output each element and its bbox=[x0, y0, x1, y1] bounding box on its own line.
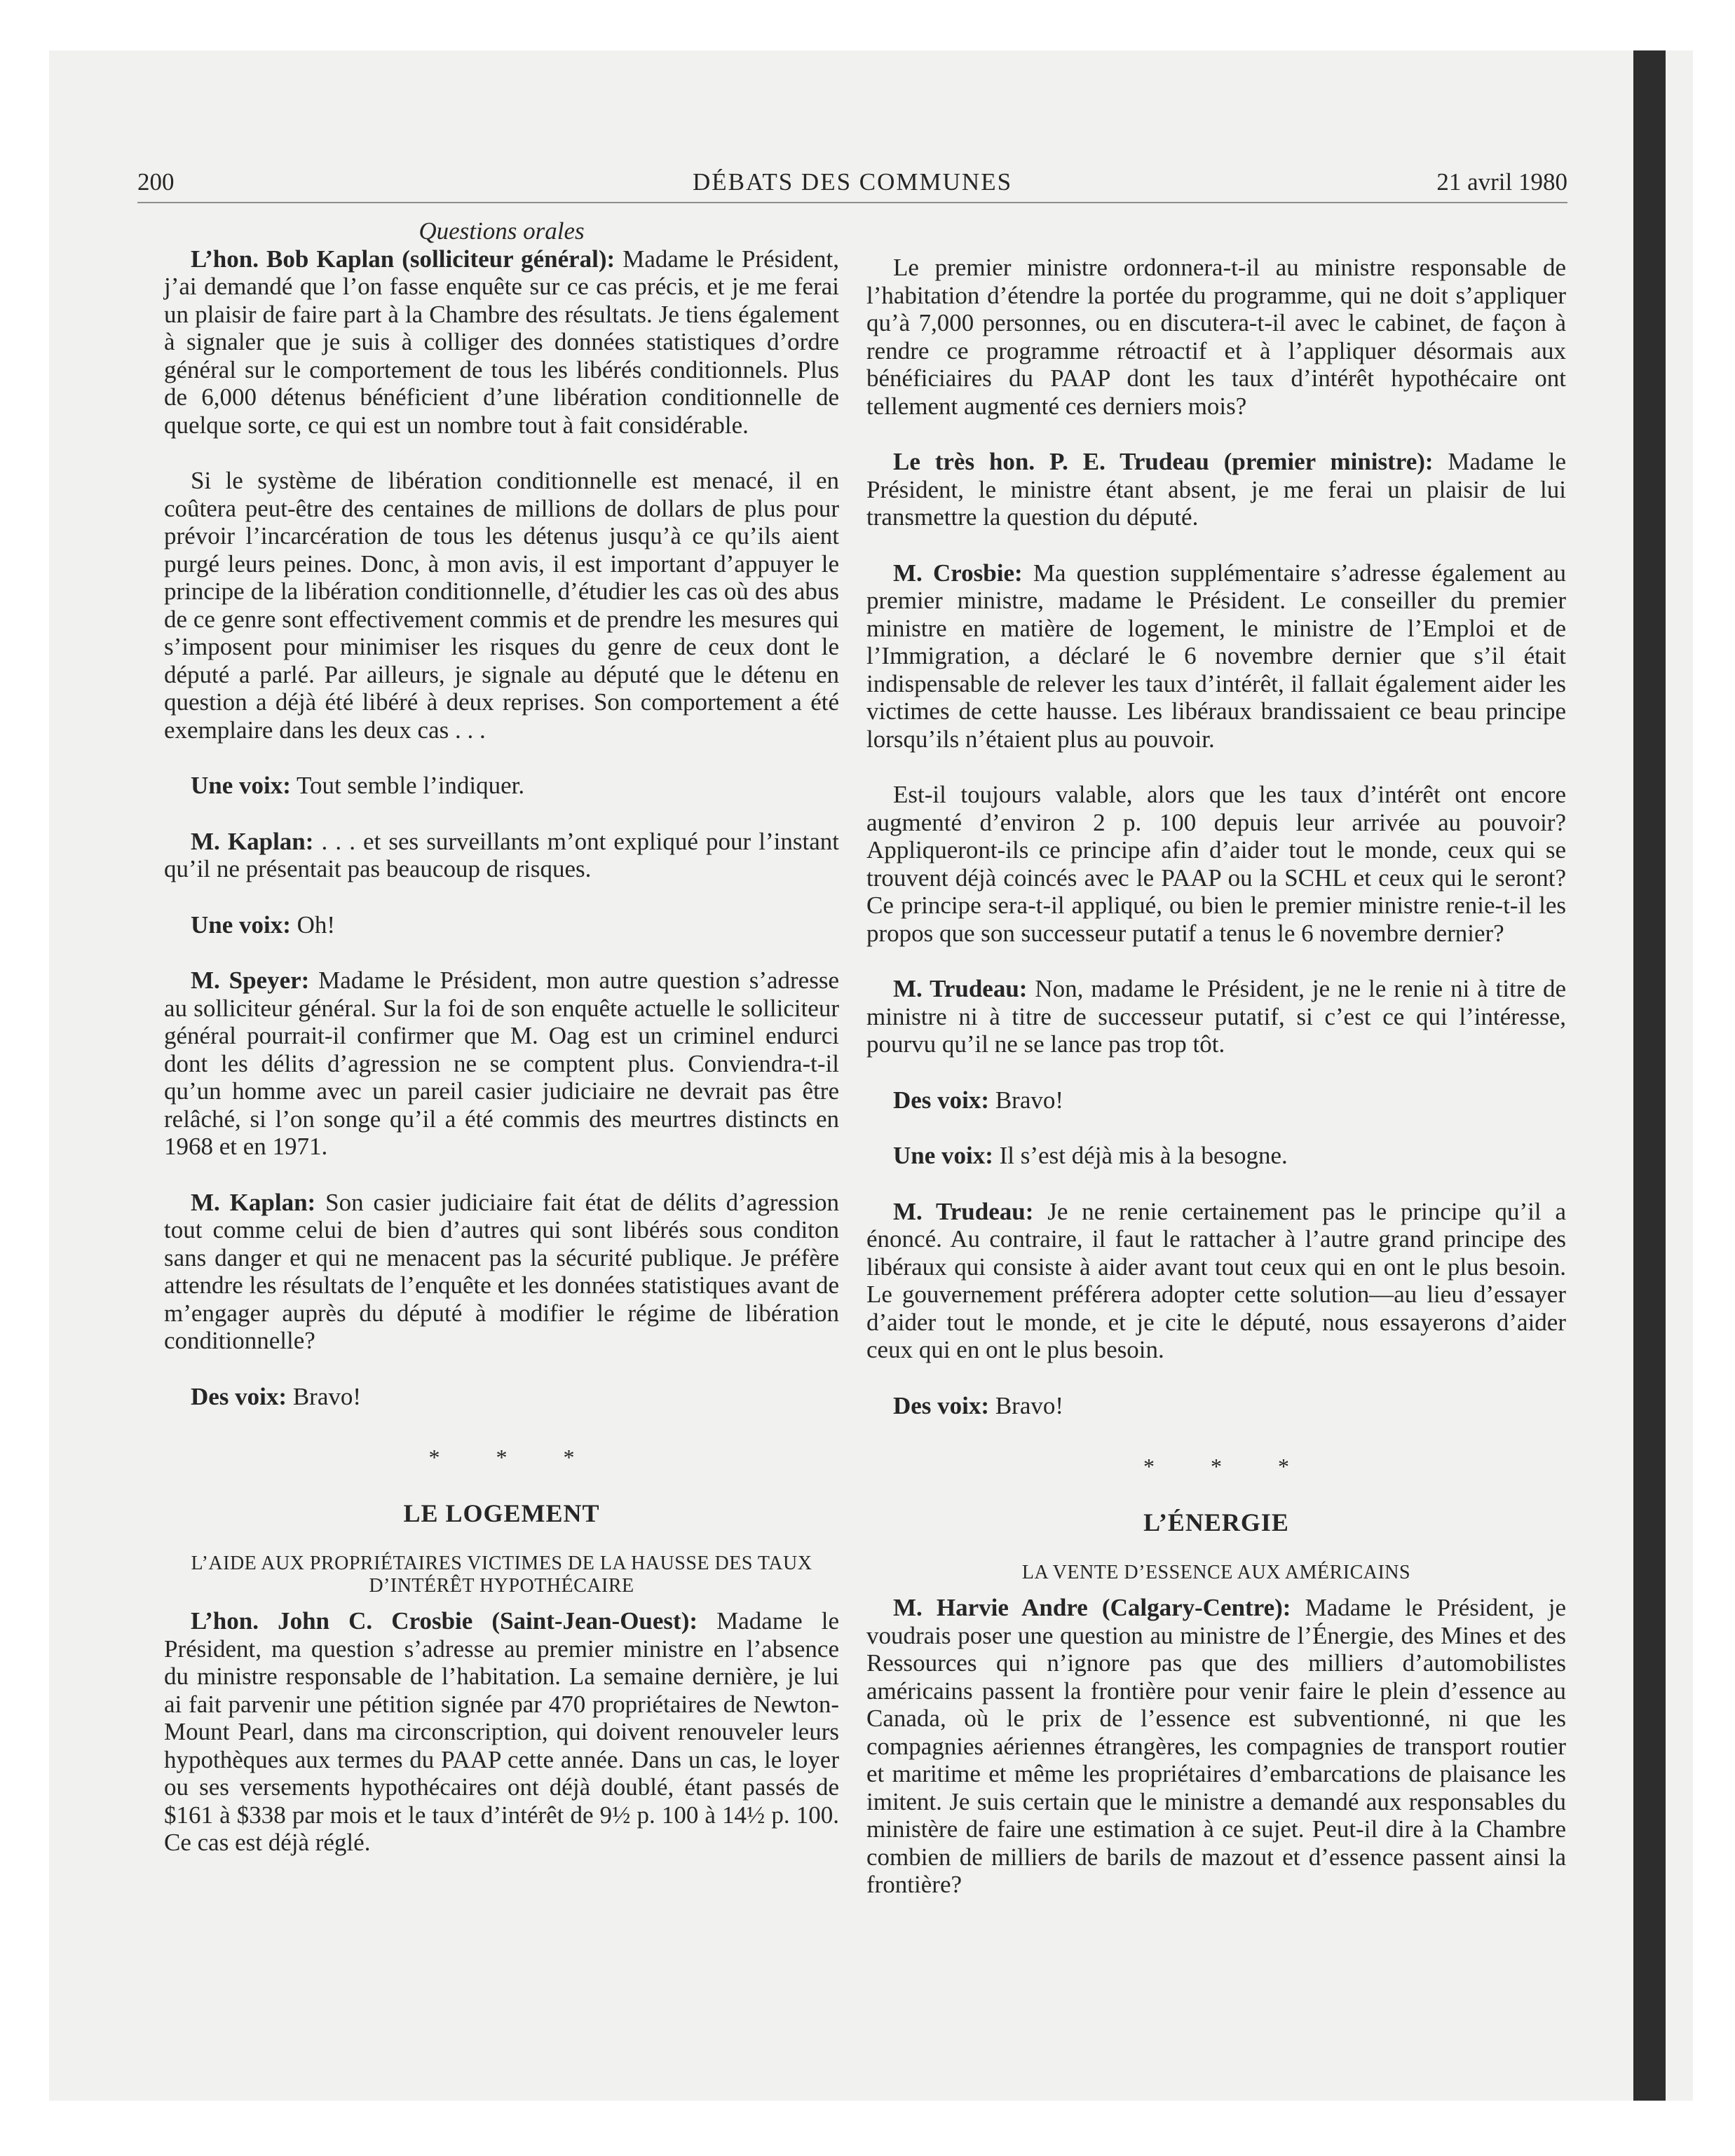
paragraph-text: Madame le Président, j’ai demandé que l’on fasse enquête sur ce cas précis, et je me ferai un plaisir de faire part à la Chambre des résultats. Je tiens également à signaler que je suis à colliger des données statistiques d’ordre général sur le comportement de tous les libérés conditionnels. Plus de 6,000 détenus bénéficient d’une libération conditionnelle de quelque sorte, ce qui est un nombre tout à fait considérable. bbox=[164, 245, 839, 439]
paragraph-text: Bravo! bbox=[287, 1382, 362, 1410]
section-subheading: LA VENTE D’ESSENCE AUX AMÉRICAINS bbox=[1021, 1562, 1411, 1583]
speaker: M. Harvie Andre (Calgary-Centre): bbox=[893, 1594, 1291, 1621]
speaker: M. Speyer: bbox=[191, 967, 310, 994]
page-header bbox=[137, 163, 1567, 203]
paragraph-text: Est-il toujours valable, alors que les taux d’intérêt ont encore augmenté d’environ 2 p. 100 depuis leur arrivée au pouvoir? Appliqueront-ils ce principe afin d’aider tout le monde, ceux qui se trouvent déjà coincés avec le PAAP ou la SCHL et ceux qui le seront? Ce principe sera-t-il appliqué, ou bien le premier ministre renie-t-il les propos que son successeur putatif a tenus le 6 novembre dernier? bbox=[866, 781, 1566, 947]
section-divider: * * * bbox=[428, 1445, 600, 1470]
paragraph-text: Je ne renie certainement pas le principe qu’il a énoncé. Au contraire, il faut le rattacher à l’autre grand principe des libéraux qui consiste à aider avant tout ceux qui en ont le plus besoin. Le gouvernement préférera adopter cette solution—au lieu d’essayer d’aider tout le monde, et je cite le député, nous essayerons d’aider ceux qui en ont le plus besoin. bbox=[866, 1197, 1566, 1363]
running-title: DÉBATS DES COMMUNES bbox=[692, 168, 1013, 196]
paragraph-text: Non, madame le Président, je ne le renie ni à titre de ministre ni à titre de successeur putatif, si c’est ce qui l’intéresse, pourvu qu’il ne se lance pas trop tôt. bbox=[866, 975, 1566, 1058]
page-number: 200 bbox=[137, 168, 175, 196]
paragraph-text: Madame le Président, ma question s’adresse au premier ministre en l’absence du ministre responsable de l’habitation. La semaine dernière, je lui ai fait parvenir une pétition signée par 470 propriétaires de Newton-Mount Pearl, dans ma circonscription, qui doivent renouveler leurs hypothèques aux termes du PAAP cette année. Dans un cas, le loyer ou ses versements hypothécaires ont déjà doublé, étant passés de $161 à $338 par mois et le taux d’intérêt de 9½ p. 100 à 14½ p. 100. Ce cas est déjà réglé. bbox=[164, 1607, 839, 1856]
speaker: Des voix: bbox=[893, 1086, 990, 1114]
paragraph-text: Si le système de libération conditionnelle est menacé, il en coûtera peut-être des centaines de millions de dollars de plus pour prévoir l’incarcération de tous les détenus jusqu’à ce qu’ils aient purgé leurs peines. Donc, à mon avis, il est important d’appuyer le principe de la libération conditionnelle, d’étudier les cas où des abus de ce genre sont effectivement commis et de prendre les mesures qui s’imposent pour minimiser les risques du genre de ceux dont le député a parlé. Par ailleurs, je signale au député que le détenu en question a déjà été libéré à deux reprises. Son comportement a été exemplaire dans les deux cas . . . bbox=[164, 467, 839, 744]
section-heading: L’ÉNERGIE bbox=[1143, 1508, 1289, 1536]
speaker: Des voix: bbox=[893, 1391, 990, 1419]
scan-edge-bar bbox=[1633, 50, 1666, 2101]
paragraph bbox=[164, 967, 839, 1161]
speaker: M. Crosbie: bbox=[893, 559, 1023, 587]
paragraph-text: Madame le Président, mon autre question s’adresse au solliciteur général. Sur la foi de son enquête actuelle le solliciteur général pourrait-il confirmer que M. Oag est un criminel endurci dont les délits d’agression ne se comptent plus. Conviendra-t-il qu’un homme avec un pareil casier judiciaire ne devrait pas être relâché, si l’on songe qu’il a été commis des meurtres distincts en 1968 et en 1971. bbox=[164, 967, 839, 1160]
paragraph-text: Bravo! bbox=[989, 1086, 1064, 1114]
paragraph-text: Il s’est déjà mis à la besogne. bbox=[993, 1142, 1288, 1169]
paragraph-text: Oh! bbox=[290, 910, 336, 939]
paragraph bbox=[866, 781, 1566, 947]
paragraph bbox=[866, 1142, 1566, 1170]
paragraph-text: Madame le Président, le ministre étant absent, je me ferai un plaisir de lui transmettre la question du député. bbox=[866, 448, 1566, 531]
paragraph bbox=[866, 1198, 1566, 1364]
section-heading: LE LOGEMENT bbox=[403, 1499, 600, 1527]
speaker: M. Kaplan: bbox=[191, 827, 314, 855]
section-title: Questions orales bbox=[419, 217, 585, 245]
paragraph-text: . . . et ses surveillants m’ont expliqué pour l’instant qu’il ne présentait pas beaucoup de risques. bbox=[164, 827, 839, 882]
speaker: M. Trudeau: bbox=[893, 1197, 1034, 1225]
speaker: L’hon. Bob Kaplan (solliciteur général): bbox=[191, 245, 615, 273]
paragraph bbox=[866, 1086, 1566, 1114]
paragraph-text: Son casier judiciaire fait état de délits d’agression tout comme celui de bien d’autres qui sont libérés sous conditon sans danger et qui ne menacent pas la sécurité publique. Je préfère attendre les résultats de l’enquête et les données statistiques avant de m’engager auprès du député à modifier le régime de libération conditionnelle? bbox=[164, 1188, 839, 1354]
speaker: Une voix: bbox=[191, 772, 291, 799]
paragraph-text: Bravo! bbox=[989, 1391, 1064, 1419]
paragraph bbox=[866, 1392, 1566, 1420]
section-subheading: L’AIDE AUX PROPRIÉTAIRES VICTIMES DE LA HAUSSE DES TAUX D’INTÉRÊT HYPOTHÉCAIRE bbox=[191, 1553, 812, 1597]
paragraph bbox=[866, 254, 1566, 420]
speaker: Des voix: bbox=[191, 1382, 287, 1410]
paragraph-text: Madame le Président, je voudrais poser une question au ministre de l’Énergie, des Mines et des Ressources qui n’ignore pas que des milliers d’automobilistes américains passent la frontière pour venir faire le plein d’essence au Canada, où le prix de l’essence est subventionné, ni que les compagnies aériennes étrangères, les compagnies de transport routier et maritime et même les propriétaires d’embarcations de plaisance les imitent. Je suis certain que le ministre a demandé aux responsables du ministère de faire une estimation à ce sujet. Peut-il dire à la Chambre combien de milliers de barils de mazout et d’essence passent ainsi la frontière? bbox=[866, 1594, 1566, 1898]
left-column bbox=[164, 217, 839, 1857]
paragraph bbox=[866, 1594, 1566, 1899]
paragraph-text: Tout semble l’indiquer. bbox=[290, 772, 525, 799]
paragraph-text: Le premier ministre ordonnera-t-il au ministre responsable de l’habitation d’étendre la portée du programme, qui ne doit s’appliquer qu’à 7,000 personnes, ou en discutera-t-il avec le cabinet, de façon à rendre ce programme rétroactif et à l’appliquer désormais aux bénéficiaires du PAAP dont les taux d’intérêt hypothécaire ont tellement augmenté ces derniers mois? bbox=[866, 254, 1566, 420]
paragraph bbox=[164, 245, 839, 439]
paragraph bbox=[164, 1607, 839, 1857]
speaker: Une voix: bbox=[191, 910, 291, 939]
paragraph bbox=[164, 828, 839, 883]
speaker: Une voix: bbox=[893, 1142, 993, 1169]
right-column bbox=[866, 254, 1566, 1899]
paragraph bbox=[164, 467, 839, 744]
speaker: M. Kaplan: bbox=[191, 1188, 316, 1216]
speaker: Le très hon. P. E. Trudeau (premier ministre): bbox=[893, 448, 1434, 475]
paragraph bbox=[164, 1383, 839, 1411]
paragraph bbox=[164, 911, 839, 939]
speaker: M. Trudeau: bbox=[893, 975, 1028, 1002]
paragraph bbox=[164, 772, 839, 800]
header-date: 21 avril 1980 bbox=[1436, 168, 1567, 196]
paragraph bbox=[866, 559, 1566, 753]
paragraph bbox=[866, 975, 1566, 1058]
paragraph bbox=[866, 448, 1566, 531]
section-divider: * * * bbox=[1143, 1454, 1314, 1479]
paragraph-text: Ma question supplémentaire s’adresse également au premier ministre, madame le Président. Le conseiller du premier ministre en matière de logement, le ministre de l’Emploi et de l’Immigration, a déclaré le 6 novembre dernier que s’il était indispensable de relever les taux d’intérêt, il fallait également aider les victimes de cette hausse. Les libéraux brandissaient ce beau principe lorsqu’ils n’étaient plus au pouvoir. bbox=[866, 559, 1566, 753]
paragraph bbox=[164, 1189, 839, 1355]
speaker: L’hon. John C. Crosbie (Saint-Jean-Ouest): bbox=[191, 1607, 698, 1635]
